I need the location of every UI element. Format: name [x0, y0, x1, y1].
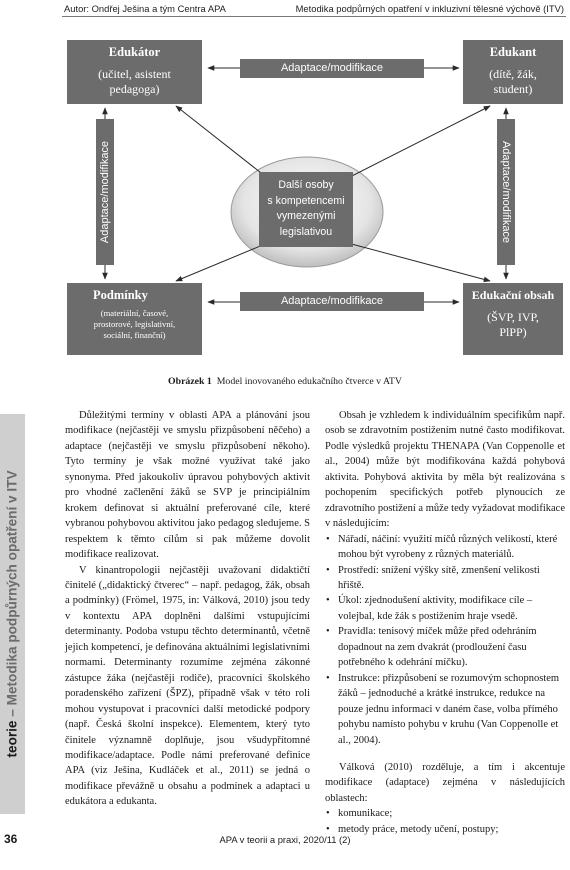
- caption-text: Model inovovaného edukačního čtverce v ATV: [216, 376, 402, 387]
- center-line: Další osoby: [278, 179, 334, 191]
- running-header-author: Autor: Ondřej Ješina a tým Centra APA: [64, 3, 226, 14]
- side-section-title: [5, 470, 20, 757]
- arrow-diag-bl: [176, 242, 270, 281]
- box-podminky-title: Podmínky: [93, 288, 148, 302]
- label-adaptace-left-text: Adaptace/modifikace: [99, 140, 111, 244]
- list-item: • Nářadí, náčiní: využití míčů různých velikostí, které mohou být vyrobeny z různých materiálů.: [325, 532, 565, 563]
- box-podminky: [67, 283, 202, 355]
- right-column: [325, 408, 565, 837]
- box-edukator: [67, 40, 202, 104]
- figure-caption: [0, 376, 570, 387]
- label-adaptace-right-text: Adaptace/modifikace: [500, 140, 512, 244]
- box-edukant-desc: [463, 67, 563, 97]
- arrow-diag-br: [344, 242, 490, 281]
- box-edukator-line: pedagoga): [109, 82, 160, 96]
- box-podminky-line: sociální, finanční): [103, 330, 166, 340]
- list-item: • Úkol: zjednodušení aktivity, modifikace cíle – volejbal, kde žák s postižením hraje vsedě.: [325, 593, 565, 624]
- caption-label: Obrázek 1: [168, 376, 212, 387]
- label-adaptace-bottom: Adaptace/modifikace: [240, 292, 424, 311]
- edukacni-ctverec-diagram: [0, 0, 570, 370]
- box-obsah-title: Edukační obsah: [471, 288, 555, 302]
- box-edukator-title: Edukátor: [108, 45, 161, 59]
- area-list: [325, 806, 565, 837]
- paragraph: Důležitými termíny v oblasti APA a plánování jsou modifikace (nejčastěji ve smyslu přizpůsobení něčeho) a adaptace (nejčastěji ve smyslu přizpůsobení někoho). Tyto termíny je však možné využívat také jako synonyma. Před jakoukoliv úpravou pohybových aktivit pro vhodné začlenění žáků se SVP je principiálním krokem definovat si aktuální preferované cíle, které vybranou pohybovou aktivitou jako pedagog sledujeme. S respektem k těmto cílům si pak můžeme dovolit modifikace realizovat.: [65, 410, 310, 561]
- box-edukant: [463, 40, 563, 104]
- box-podminky-line: prostorové, legislativní,: [93, 319, 176, 329]
- center-line: legislativou: [279, 225, 333, 238]
- page-number: 36: [4, 832, 18, 846]
- list-item: • Pravidla: tenisový míček může před odehráním dopadnout na zem dvakrát (prodloužení času potřebného k odehrání míčku).: [325, 624, 565, 670]
- box-obsah-desc: [463, 310, 563, 340]
- side-dash: –: [4, 709, 20, 717]
- box-edukant-line: (dítě, žák,: [489, 67, 537, 81]
- box-dalsi-osoby: [259, 172, 353, 247]
- box-podminky-line: (materiální, časové,: [100, 308, 169, 318]
- arrow-diag-tl: [176, 106, 270, 180]
- arrow-diag-tr: [344, 106, 490, 180]
- modification-list: [325, 532, 565, 748]
- footer-journal: APA v teorii a praxi, 2020/11 (2): [219, 834, 351, 845]
- box-obsah-line: PlPP): [499, 325, 527, 339]
- label-adaptace-right: [497, 119, 515, 265]
- side-title: Metodika podpůrných opatření v ITV: [4, 470, 20, 706]
- paragraph: Válková (2010) rozděluje, a tím i akcentuje modifikace (adaptace) zejména v následujících oblastech:: [325, 761, 565, 804]
- center-line: s kompetencemi: [267, 194, 345, 207]
- list-item: • Instrukce: přizpůsobení se rozumovým schopnostem žáků – jednoduché a krátké instrukce, redukce na pouze jednu informaci v daném čase, volba přímého pohybu namísto pohybu v kruhu (Van Coppenolle et al., 2004).: [325, 671, 565, 748]
- list-item: • Prostředí: snížení výšky sítě, zmenšení velikosti hřiště.: [325, 563, 565, 594]
- center-line: vymezenými: [276, 210, 336, 222]
- box-podminky-desc: [67, 308, 202, 341]
- list-item: • metody práce, metody učení, postupy;: [325, 822, 565, 837]
- paragraph: V kinantropologii nejčastěji uvažovaní didaktičtí činitelé („didaktický čtverec“ – např. pedagog, žák, obsah a podmínky) (Frömel, 1975, in: Válková, 2010) jsou tedy v kontextu APA doplněni dalšími vstupujícími determinanty. Podoba vstupu těchto determinantů, včetně jejich kompetencí, je definována aktuálními legislativními normami. Determinanty rozumíme zejména zákonné zástupce žáka (nejčastěji rodiče), pracovníci školského poradenského zařízení (ŠPZ), případně však v této roli mohou vystupovat i pracovníci další metodické podpory (např. Česká školní inspekce). Elementem, který tyto činitele významně doplňuje, jsou všudypřítomné modifikace/adaptace. Podle námi preferované definice APA (viz Ješina, Kudláček et al., 2011) se jedná o modifikace převážně u obsahu a podmínek a adaptaci u edukátora a edukanta.: [65, 564, 310, 808]
- running-header-title: Metodika podpůrných opatření v inkluzivní tělesné výchově (ITV): [295, 3, 564, 14]
- box-obsah-line: (ŠVP, IVP,: [487, 310, 539, 324]
- box-edukant-title: Edukant: [489, 45, 537, 59]
- box-edukator-line: (učitel, asistent: [98, 67, 171, 81]
- side-word: teorie: [4, 720, 20, 758]
- list-item: • komunikace;: [325, 806, 565, 821]
- paragraph: Obsah je vzhledem k individuálním specifikům např. osob se zdravotním postižením nutné často modifikovat. Podle výsledků projektu THENAPA (Van Coppenolle et al., 2004) může být modifikována každá pohybová aktivita. Pohybová aktivita by měla být realizována s pochopením specifických potřeb plynoucích ze zdravotního postižení a může tedy vyžadovat modifikace v následujícím:: [325, 410, 565, 530]
- left-column: [65, 408, 310, 810]
- label-adaptace-left: [96, 119, 114, 265]
- label-adaptace-top: Adaptace/modifikace: [240, 59, 424, 78]
- box-edukant-line: student): [493, 82, 533, 96]
- box-edukator-desc: [67, 67, 202, 97]
- box-edukacni-obsah: [463, 283, 563, 355]
